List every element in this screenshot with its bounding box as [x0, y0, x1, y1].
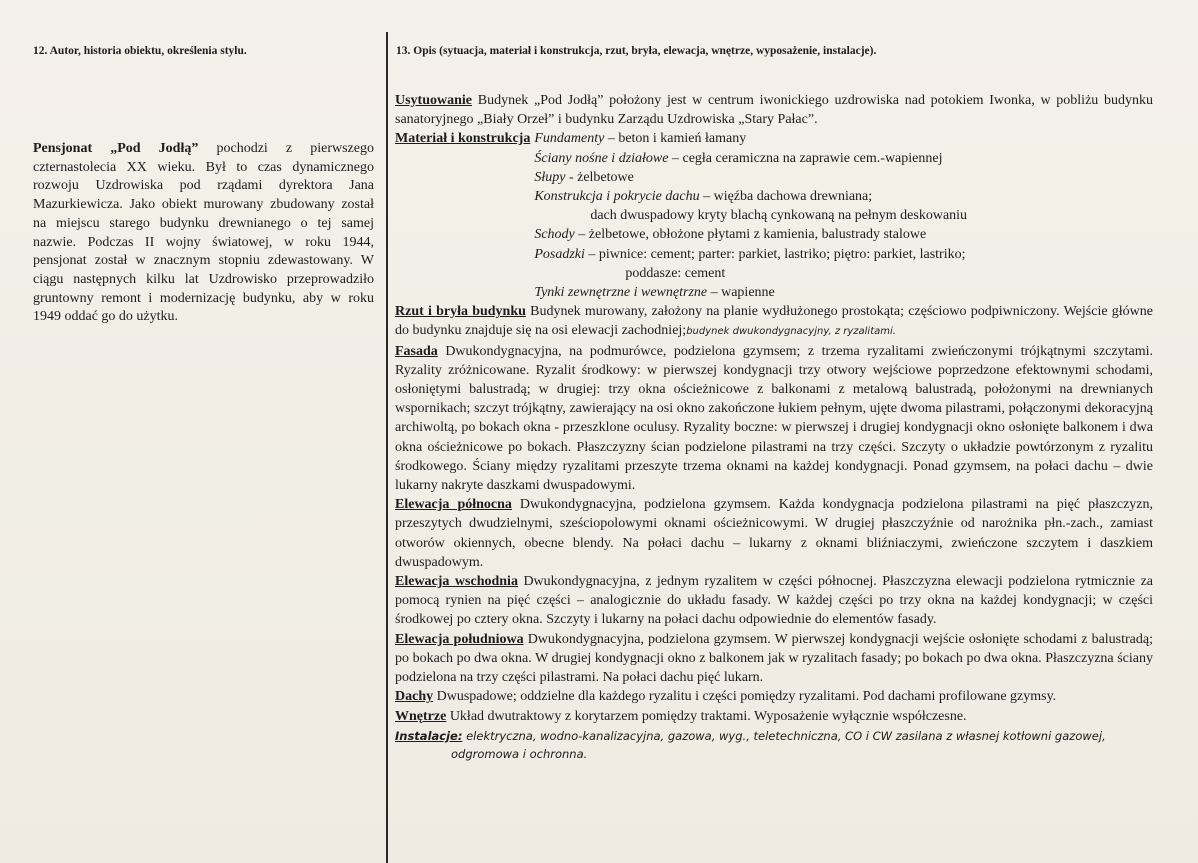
section-material [395, 129, 1153, 302]
label-wnetrze: Wnętrze [395, 708, 447, 724]
material-row: Schody – żelbetowe, obłożone płytami z kamienia, balustrady stalowe [534, 227, 927, 243]
section-elewacja-wschodnia: Elewacja wschodnia Dwukondygnacyjna, z jednym ryzalitem w części północnej. Płaszczyzna elewacji podzielona rytmicznie za pomocą rynien na pięć części – analogicznie do układu fasady. W każdej części po trzy okna na każdej kondygnacji; w części środkowej po cztery okna. Szczyty i lukarny na połaci dachu odpowiednie do elementów fasady. [395, 574, 1153, 628]
right-column-header: 13. Opis (sytuacja, materiał i konstrukcja, rzut, bryła, elewacja, wnętrze, wyposażenie, instalacje). [396, 45, 877, 57]
section-usytuowanie: Usytuowanie Budynek „Pod Jodłą” położony jest w centrum iwonickiego uzdrowiska nad potokiem Iwonka, w pobliżu budynku sanatoryjnego „Biały Orzeł” i budynku Zarządu Uzdrowiska „Stary Pałac”. [395, 93, 1153, 128]
material-row: Ściany nośne i działowe – cegła ceramiczna na zaprawie cem.-wapiennej [534, 150, 943, 166]
history-paragraph: pochodzi z pierwszego czternastolecia XX wieku. Był to czas dynamicznego rozwoju Uzdrowiska pod rządami dyrektora Jana Mazurkiewicza. Jako obiekt murowany zbudowany został na miejscu starego budynku drewnianego o tej samej nazwie. Podczas II wojny światowej, w roku 1944, pensjonat został w znacznym stopniu zdewastowany. W ciągu następnych kilku lat Uzdrowisko przeprowadziło gruntowny remont i modernizację budynku, aby w roku 1949 oddać go do użytku. [33, 141, 374, 325]
history-text [33, 140, 374, 327]
material-row: dach dwuspadowy kryty blachą cynkowaną na pełnym deskowaniu [590, 208, 968, 224]
material-row: Słupy - żelbetowe [534, 169, 634, 185]
label-usytuowanie: Usytuowanie [395, 93, 473, 108]
material-row: Tynki zewnętrzne i wewnętrzne – wapienne [534, 285, 775, 301]
section-wnetrze: Wnętrze Układ dwutraktowy z korytarzem pomiędzy traktami. Wyposażenie wyłącznie współczesne. [395, 708, 967, 724]
label-elewacja-poludniowa: Elewacja południowa [395, 631, 524, 647]
handwritten-note: budynek dwukondygnacyjny, z ryzalitami. [686, 326, 896, 338]
label-material: Materiał i konstrukcja [395, 131, 531, 147]
label-fasada: Fasada [395, 343, 438, 359]
material-row: Konstrukcja i pokrycie dachu – więźba dachowa drewniana; [534, 189, 873, 205]
material-row: Posadzki – piwnice: cement; parter: parkiet, lastriko; piętro: parkiet, lastriko; [534, 246, 966, 262]
section-fasada: Fasada Dwukondygnacyjna, na podmurówce, podzielona gzymsem; z trzema ryzalitami zwieńczonymi trójkątnymi szczytami. Ryzality zróżnicowane. Ryzalit środkowy: w pierwszej kondygnacji trzy otwory wejściowe poprzedzone efektownymi schodami, osłoniętymi balustradą; w drugiej: trzy okna ościeżnicowe z balkonami z metalową balustradą, położonymi na drewnianych wspornikach; szczyt trójkątny, zawierający na osi okno zakończone łukiem pełnym, ujęte dwoma pilastrami, połączonymi dekoracyjną archiwoltą, po bokach okna - przeszklone oculusy. Ryzality boczne: w pierwszej i drugiej kondygnacji okno osłonięte balkonem i dwa okna ościeżnicowe po bokach. Płaszczyzny ścian podzielone pilastrami na trzy części. Szczyty o układzie powtórzonym z ryzalitu środkowego. Ściany między ryzalitami przeszyte trzema oknami na każdej kondygnacji. Ponad gzymsem, na połaci dachu – dwie lukarny nakryte daszkami dwuspadowymi. [395, 343, 1153, 494]
section-elewacja-poludniowa: Elewacja południowa Dwukondygnacyjna, podzielona gzymsem. W pierwszej kondygnacji wejście osłonięte schodami z balustradą; po bokach po dwa okna. W drugiej kondygnacji okno z balkonem jak w ryzalitach fasady; po bokach po dwa okna. Płaszczyzna ściany podzielona na trzy części pilastrami. Na połaci dachu pięć lukarn. [395, 631, 1153, 686]
material-row: poddasze: cement [625, 265, 726, 281]
label-instalacje: Instalacje: [395, 728, 463, 743]
section-dachy: Dachy Dwuspadowe; oddzielne dla każdego ryzalitu i części pomiędzy ryzalitami. Pod dachami profilowane gzymsy. [395, 689, 1057, 705]
label-dachy: Dachy [395, 689, 434, 705]
building-name: Pensjonat „Pod Jodłą” [33, 141, 199, 156]
material-row: Fundamenty – beton i kamień łamany [534, 131, 747, 147]
label-elewacja-polnocna: Elewacja północna [395, 497, 512, 513]
label-rzut: Rzut i bryła budynku [395, 304, 526, 320]
description-text [395, 91, 1153, 762]
instalacje-line-2: odgromowa i ochronna. [451, 746, 588, 761]
column-divider [386, 32, 388, 863]
section-instalacje: Instalacje: elektryczna, wodno-kanalizacyjna, gazowa, wyg., teletechniczna, CO i CW zasilana z własnej kotłowni gazowej, [395, 728, 1106, 743]
left-column-header: 12. Autor, historia obiektu, określenia stylu. [33, 45, 247, 57]
section-elewacja-polnocna: Elewacja północna Dwukondygnacyjna, podzielona gzymsem. Każda kondygnacja podzielona pilastrami na pięć płaszczyzn, przeszytych dwudzielnymi, sześciopolowymi oknami ościeżnicowymi. W drugiej płaszczyźnie od narożnika płn.-zach., zamiast otworów okiennych, obecne blendy. Na połaci dachu – lukarny z oknami bliźniaczymi, zwieńczone szczytem i daszkiem dwuspadowym. [395, 497, 1153, 570]
section-rzut: Rzut i bryła budynku Budynek murowany, założony na planie wydłużonego prostokąta; częściowo podpiwniczony. Wejście główne do budynku znajduje się na osi elewacji zachodniej;budynek dwukondygnacyjny, z ryzalitami. [395, 304, 1153, 339]
label-elewacja-wschodnia: Elewacja wschodnia [395, 574, 518, 590]
material-list [530, 129, 967, 302]
